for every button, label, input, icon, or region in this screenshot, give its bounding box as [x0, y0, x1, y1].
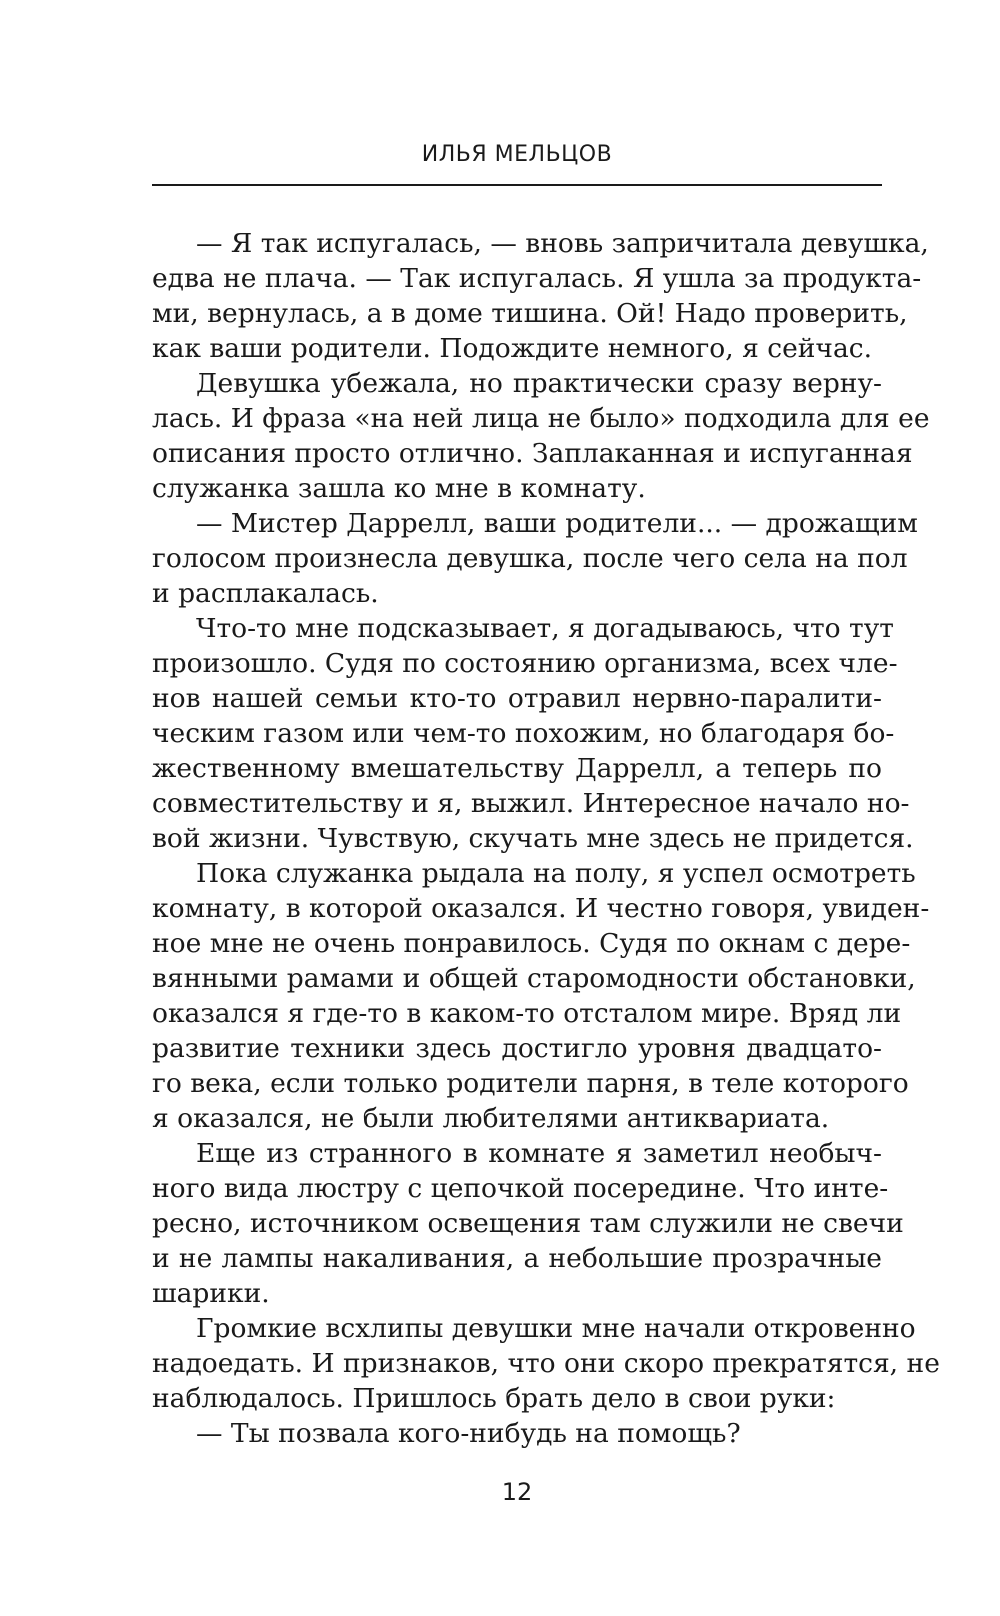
text-line: развитие техники здесь достигло уровня двадцато-: [152, 1033, 882, 1064]
text-line: Еще из странного в комнате я заметил необыч-: [196, 1138, 882, 1169]
body-text: [152, 226, 940, 1451]
paragraph: [152, 226, 929, 366]
text-line: вой жизни. Чувствую, скучать мне здесь не придется.: [152, 823, 914, 854]
page-number: 12: [501, 1478, 533, 1506]
paragraph: [152, 856, 930, 1136]
text-line: Громкие всхлипы девушки мне начали откровенно: [196, 1313, 916, 1344]
text-line: — Я так испугалась, — вновь запричитала девушка,: [196, 228, 929, 259]
text-line: нов нашей семьи кто-то отравил нервно-паралити-: [152, 683, 882, 714]
text-line: ресно, источником освещения там служили не свечи: [152, 1208, 904, 1239]
text-line: совместительству и я, выжил. Интересное начало но-: [152, 788, 910, 819]
text-line: описания просто отлично. Заплаканная и испуганная: [152, 438, 913, 469]
paragraph: [152, 1416, 882, 1451]
text-line: едва не плача. — Так испугалась. Я ушла за продукта-: [152, 263, 922, 294]
text-line: служанка зашла ко мне в комнату.: [152, 473, 646, 504]
paragraph: [152, 1136, 904, 1311]
text-line: жественному вмешательству Даррелл, а теперь по: [152, 753, 882, 784]
paragraph: [152, 611, 914, 856]
text-line: надоедать. И признаков, что они скоро прекратятся, не: [152, 1348, 940, 1379]
text-line: шарики.: [152, 1278, 270, 1309]
text-line: ное мне не очень понравилось. Судя по окнам с дере-: [152, 928, 911, 959]
text-line: ного вида люстру с цепочкой посередине. Что инте-: [152, 1173, 889, 1204]
text-line: как ваши родители. Подождите немного, я сейчас.: [152, 333, 873, 364]
text-line: — Мистер Даррелл, ваши родители... — дрожащим: [196, 508, 918, 539]
header-rule: [152, 184, 882, 186]
text-line: Пока служанка рыдала на полу, я успел осмотреть: [196, 858, 916, 889]
text-line: наблюдалось. Пришлось брать дело в свои руки:: [152, 1383, 836, 1414]
text-line: го века, если только родители парня, в теле которого: [152, 1068, 909, 1099]
text-line: я оказался, не были любителями антиквариата.: [152, 1103, 830, 1134]
paragraph: [152, 506, 918, 611]
text-line: голосом произнесла девушка, после чего села на пол: [152, 543, 908, 574]
running-header-author: ИЛЬЯ МЕЛЬЦОВ: [421, 142, 613, 167]
paragraph: [152, 366, 930, 506]
text-line: произошло. Судя по состоянию организма, всех чле-: [152, 648, 898, 679]
text-line: вянными рамами и общей старомодности обстановки,: [152, 963, 916, 994]
text-line: и не лампы накаливания, а небольшие прозрачные: [152, 1243, 882, 1274]
text-line: лась. И фраза «на ней лица не было» подходила для ее: [152, 403, 930, 434]
text-line: Что-то мне подсказывает, я догадываюсь, что тут: [196, 613, 894, 644]
paragraph: [152, 1311, 940, 1416]
text-line: и расплакалась.: [152, 578, 379, 609]
text-line: — Ты позвала кого-нибудь на помощь?: [196, 1418, 741, 1449]
text-line: комнату, в которой оказался. И честно говоря, увиден-: [152, 893, 930, 924]
text-line: ми, вернулась, а в доме тишина. Ой! Надо проверить,: [152, 298, 908, 329]
text-line: Девушка убежала, но практически сразу верну-: [196, 368, 882, 399]
text-line: ческим газом или чем-то похожим, но благодаря бо-: [152, 718, 895, 749]
text-line: оказался я где-то в каком-то отсталом мире. Вряд ли: [152, 998, 902, 1029]
